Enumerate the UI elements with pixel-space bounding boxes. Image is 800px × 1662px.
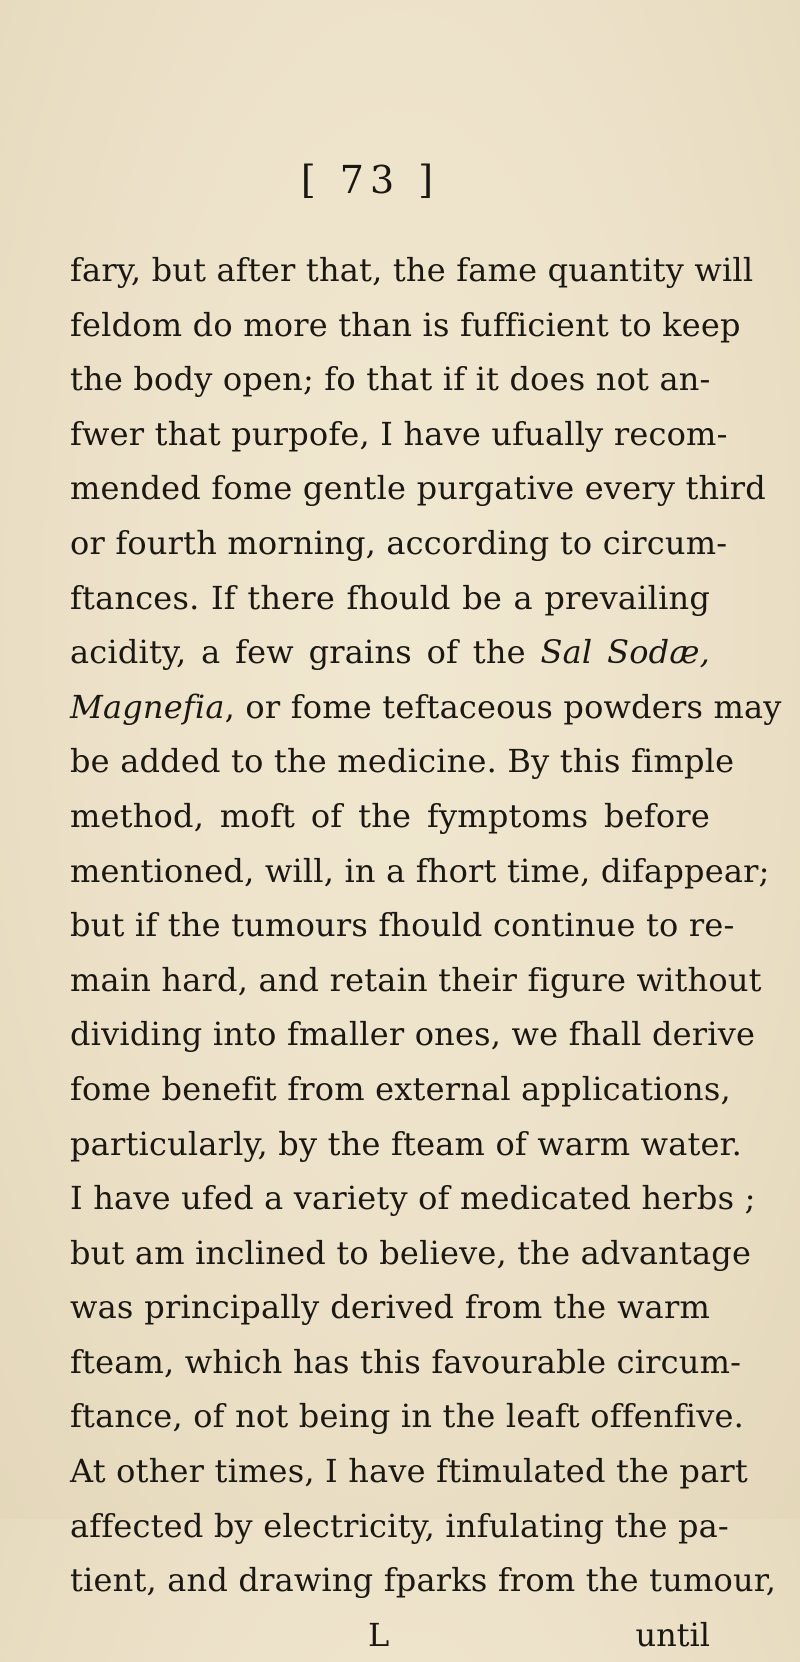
text-line [70,625,710,680]
footer-line [70,1608,710,1662]
text-line: fwer that purpofe, I have ufually recom- [70,414,728,453]
text-line: main hard, and retain their figure without [70,960,762,999]
text-line: fteam, which has this favourable circum- [70,1342,742,1381]
text-segment: acidity, a few grains of the [70,633,541,672]
text-line: fary, but after that, the fame quantity will [70,251,754,289]
text-line: ftances. If there fhould be a prevailing [70,578,710,617]
text-line [70,680,782,735]
signature-mark: L [368,1615,390,1654]
text-line: mentioned, will, in a fhort time, difappear; [70,851,770,890]
text-line: affected by electricity, infulating the pa- [70,1506,729,1545]
body-text [70,243,782,1662]
text-line: At other times, I have ftimulated the part [70,1452,748,1491]
text-line: feldom do more than is fufficient to keep [70,305,741,344]
text-line: the body open; fo that if it does not an- [70,360,711,399]
text-line: I have ufed a variety of medicated herbs ; [70,1179,756,1218]
text-line: ftance, of not being in the leaft offenfive. [70,1397,744,1436]
italic-term-magnesia: Magnefia [70,687,225,726]
text-line: dividing into fmaller ones, we fhall derive [70,1015,756,1054]
text-line: but if the tumours fhould continue to re- [70,906,735,945]
text-line: be added to the medicine. By this fimple [70,742,735,781]
text-line: method, moft of the fymptoms before [70,796,710,835]
text-line: tient, and drawing fparks from the tumour, [70,1561,777,1600]
text-line: was principally derived from the warm [70,1288,710,1327]
text-segment: , or fome teftaceous powders may [224,687,782,726]
text-line: fome benefit from external applications, [70,1069,731,1108]
page-number: [ 73 ] [300,158,440,202]
text-line: particularly, by the fteam of warm water. [70,1124,743,1163]
text-line: mended fome gentle purgative every third [70,469,766,508]
text-line: but am inclined to believe, the advantage [70,1233,752,1272]
text-line: or fourth morning, according to circum- [70,523,728,562]
italic-term-sal-sodae: Sal Sodæ, [540,633,710,672]
catchword: until [635,1615,710,1654]
